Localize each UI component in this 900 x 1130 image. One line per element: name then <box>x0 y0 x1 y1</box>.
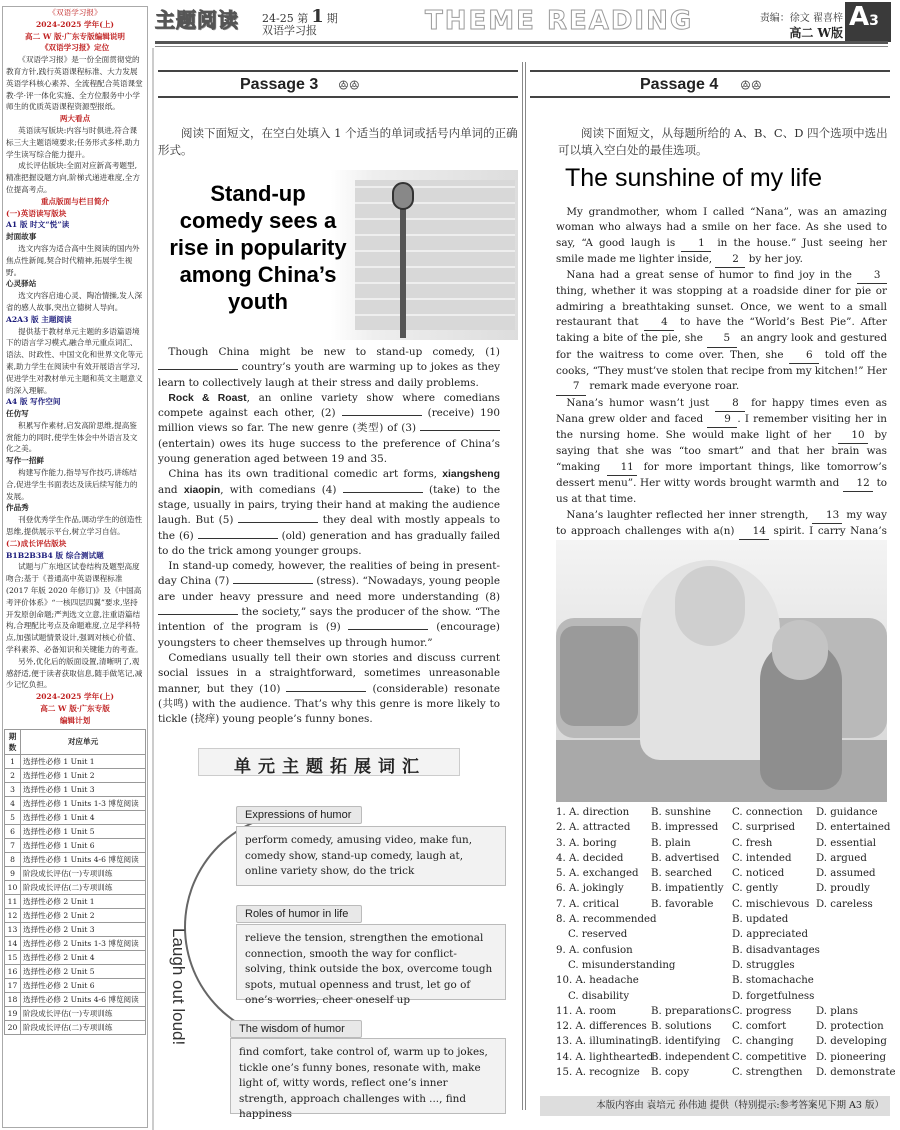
option-choice[interactable]: 2. A. attracted <box>556 822 631 834</box>
issue-no: 1 <box>311 6 324 27</box>
passage4-title: The sunshine of my life <box>565 164 823 192</box>
unit-cell: 选择性必修 1 Units 4-6 博览阅读 <box>21 852 146 866</box>
unit-cell: 选择性必修 1 Units 1-3 博览阅读 <box>21 796 146 810</box>
issue-cell: 14 <box>5 936 21 950</box>
unit-cell: 选择性必修 1 Unit 1 <box>21 754 146 768</box>
p3-text: the society,” says the producer of the show. “The intention of the program is (9) <box>158 606 500 634</box>
passage3-instruction: 阅读下面短文，在空白处填入 1 个适当的单词或括号内单词的正确形式。 <box>158 126 518 157</box>
issue-cell: 17 <box>5 978 21 992</box>
show-name: Rock & Roast <box>168 392 247 404</box>
sidebar-a2a3: A2A3 版 主题阅读 <box>6 314 72 324</box>
issue-cell: 9 <box>5 866 21 880</box>
unit-cell: 选择性必修 2 Units 4-6 博览阅读 <box>21 992 146 1006</box>
option-choice[interactable]: B. advertised <box>651 852 720 864</box>
option-row <box>556 1050 890 1065</box>
editorial-sidebar <box>2 6 148 1128</box>
passage3-body <box>158 345 500 727</box>
issue-cell: 2 <box>5 768 21 782</box>
table-row <box>5 782 146 796</box>
column-divider <box>522 62 523 1110</box>
p3-text: , with comedians (4) <box>220 483 337 496</box>
option-row <box>556 836 890 851</box>
table-row <box>5 838 146 852</box>
blank-10[interactable] <box>286 691 366 692</box>
vocab-title: 单元主题拓展词汇 <box>234 757 426 777</box>
p4-text: Nana’s humor wasn’t just <box>566 396 710 409</box>
p4-text: told off the cooks, “They must’ve stolen that recipe from my kitchen!” Her <box>556 348 887 377</box>
p4-text: remark made everyone roar. <box>589 380 740 393</box>
sidebar-b-txt2: 另外,优化后的版面设置,清晰明了,观感舒适,便于读者获取信息,随手做笔记,减少记忆负担。 <box>6 656 143 690</box>
xiangsheng-term: xiangsheng <box>442 469 500 481</box>
editor-credit: 责编：徐文 翟喜梓 <box>759 13 843 24</box>
sidebar-table-sub: 编辑计划 <box>59 715 91 725</box>
issue-cell: 3 <box>5 782 21 796</box>
issue-cell: 11 <box>5 894 21 908</box>
option-choice[interactable]: C. fresh <box>732 837 773 849</box>
blank-3[interactable]: 3 <box>857 268 887 284</box>
p3-text: (old) generation and has gradually failed to do the trick among younger groups. <box>158 529 501 557</box>
option-row <box>556 1034 890 1049</box>
unit-cell: 选择性必修 1 Unit 2 <box>21 768 146 782</box>
unit-cell: 选择性必修 1 Unit 4 <box>21 810 146 824</box>
sidebar-divider <box>152 48 154 1130</box>
header-rule <box>155 41 888 44</box>
vocab-heading-roles: Roles of humor in life <box>236 905 362 923</box>
sidebar-b-txt: 试题与广东地区试卷结构及题型高度吻合;基于《普通高中英语课程标准(2017 年版 2020 年修订)》及《中国高考评价体系》“一核四层四翼”要求,坚持开发原创命题;严判选文立意,注重语篇结构,合理配比考点及命题难度,立足学科特点,加强试题情景设计,强调对核心价值、学科素养、必备知识和关键能力的考查。 <box>6 562 143 655</box>
blank-14[interactable]: 14 <box>739 524 769 540</box>
option-choice[interactable]: C. noticed <box>732 868 785 880</box>
issue-cell: 16 <box>5 964 21 978</box>
sidebar-a4-txt3: 刊登优秀学生作品,调动学生的创造性思维,提供展示平台,树立学习自信。 <box>6 515 143 537</box>
sidebar-a1-txt1: 选文内容为适合高中生阅读的国内外焦点性新闻,契合时代精神,拓展学生视野。 <box>6 243 140 277</box>
reading-icon: ꔮꔮ <box>740 78 766 94</box>
option-choice[interactable]: 8. A. recommended <box>556 914 657 926</box>
sidebar-a4-sub2: 写作一招鲜 <box>6 456 44 466</box>
blank-1[interactable]: 1 <box>681 236 711 252</box>
vocab-box-expressions: perform comedy, amusing video, make fun, comedy show, stand-up comedy, laugh at, online variety show, do the trick <box>236 826 506 886</box>
passage3-label: Passage 3 <box>234 76 324 94</box>
issue-cell: 6 <box>5 824 21 838</box>
option-choice[interactable]: 7. A. critical <box>556 898 620 910</box>
p4-text: for happy times even as Nana grew older and faced <box>556 396 887 425</box>
option-choice[interactable]: C. competitive <box>732 1051 807 1063</box>
column-title: 主题阅读 <box>155 8 239 32</box>
sidebar-hl2: 成长评估版块:全面对应新高考题型,精准把握设题方向,阶梯式递进难度,全方位提高考点。 <box>6 161 140 194</box>
blank-4[interactable] <box>343 492 423 493</box>
option-choice[interactable]: 11. A. room <box>556 1005 617 1017</box>
issue-post: 期 <box>326 12 338 25</box>
unit-cell: 选择性必修 2 Unit 5 <box>21 964 146 978</box>
sidebar-a4-sub1: 任仿写 <box>6 409 29 419</box>
p3-text: (take) to the stage, usually in pairs, trying their hand at making the audience laugh. But (5) <box>158 483 500 527</box>
option-row <box>556 958 890 973</box>
blank-3[interactable] <box>420 430 500 431</box>
photo-boy-face <box>772 620 828 680</box>
blank-11[interactable]: 11 <box>607 460 637 476</box>
blank-7[interactable] <box>233 583 313 584</box>
passage3-para3 <box>158 467 500 559</box>
unit-cell: 阶段成长评估(二)专项训练 <box>21 1020 146 1034</box>
unit-cell: 选择性必修 2 Unit 1 <box>21 894 146 908</box>
p3-text: and <box>158 483 178 496</box>
option-choice[interactable]: B. copy <box>651 1067 690 1079</box>
option-choice[interactable]: B. stomachache <box>732 975 814 987</box>
option-choice[interactable]: D. struggles <box>732 959 795 971</box>
sidebar-sec1: (一)英语读写版块 <box>6 208 67 218</box>
issue-cell: 4 <box>5 796 21 810</box>
option-row <box>556 1019 890 1034</box>
passage3-para4 <box>158 559 500 651</box>
p4-text: in the house.” Just seeing her smile made me lighter inside, <box>556 236 887 265</box>
option-row <box>556 1065 896 1080</box>
sidebar-a4: A4 版 写作空间 <box>6 397 61 407</box>
p3-text: Though China might be new to stand-up comedy, (1) <box>168 346 500 358</box>
unit-cell: 选择性必修 2 Unit 6 <box>21 978 146 992</box>
p4-text: to us at that time. <box>556 477 887 506</box>
issue-cell: 1 <box>5 754 21 768</box>
vocab-heading-wisdom: The wisdom of humor <box>230 1020 362 1038</box>
option-row <box>556 912 890 927</box>
passage4-para2 <box>556 268 887 395</box>
theme-reading-title: THEME READING <box>425 6 694 36</box>
issue-cell: 7 <box>5 838 21 852</box>
option-choice[interactable]: 1. A. direction <box>556 807 630 818</box>
option-choice[interactable]: B. impatiently <box>651 883 724 895</box>
unit-cell: 选择性必修 1 Unit 3 <box>21 782 146 796</box>
issue-cell: 18 <box>5 992 21 1006</box>
laugh-out-loud-label: Laugh out loud! <box>169 928 188 1046</box>
p3-text: (entertain) owes its huge success to the preference of China’s young generation aged between 19 and 35. <box>158 437 500 466</box>
table-row <box>5 768 146 782</box>
passage3-title: Stand-up comedy sees a rise in popularity among China’s youth <box>169 181 347 314</box>
p4-text: My grandmother, whom I called “Nana”, was an amazing woman who always had a smile on her face. As she used to say, “A good laugh is <box>556 206 887 249</box>
p4-text: to have the “World’s Best Pie”. After taking a bite of the pie, she <box>556 316 887 345</box>
option-choice[interactable]: D. assumed <box>816 868 876 880</box>
table-row <box>5 1006 146 1020</box>
unit-cell: 选择性必修 2 Unit 2 <box>21 908 146 922</box>
table-row <box>5 978 146 992</box>
blank-1[interactable] <box>158 369 238 370</box>
option-choice[interactable]: D. proudly <box>816 883 870 895</box>
edit-plan-table <box>4 729 146 1035</box>
xiaopin-term: xiaopin <box>183 484 221 496</box>
option-choice[interactable]: D. essential <box>816 837 877 849</box>
table-row <box>5 754 146 768</box>
option-row <box>556 881 890 896</box>
blank-6[interactable] <box>198 538 278 539</box>
grade-edition: 高二 W版 <box>789 26 843 40</box>
table-row <box>5 796 146 810</box>
table-row <box>5 810 146 824</box>
option-row <box>556 805 890 820</box>
option-choice[interactable]: B. solutions <box>651 1021 712 1033</box>
sidebar-a4-sub3: 作品秀 <box>6 503 29 513</box>
sidebar-a1: A1 版 时文“悦”读 <box>6 220 70 230</box>
option-choice[interactable]: 10. A. headache <box>556 975 639 987</box>
table-row <box>5 950 146 964</box>
brick-wall-image <box>355 180 515 330</box>
sidebar-sec2: (二)成长评估版块 <box>6 538 67 548</box>
sidebar-a1-sub2: 心灵驿站 <box>6 279 37 289</box>
col-issue: 期数 <box>5 729 21 754</box>
sidebar-hl-title: 两大看点 <box>59 114 91 124</box>
table-row <box>5 964 146 978</box>
option-choice[interactable]: D. entertained <box>816 822 891 834</box>
issue-pre: 第 <box>297 12 309 25</box>
issue-cell: 10 <box>5 880 21 894</box>
header-rule-thin <box>155 46 888 47</box>
unit-cell: 选择性必修 1 Unit 6 <box>21 838 146 852</box>
sidebar-a4-txt1: 积累写作素材,启发高阶思维,提高鉴赏能力的同时,使学生体会中外语言及文化之美。 <box>6 420 138 454</box>
reading-icon: ꔮꔮ <box>338 78 364 94</box>
issue-cell: 20 <box>5 1020 21 1034</box>
table-row <box>5 880 146 894</box>
blank-7[interactable]: 7 <box>556 379 586 395</box>
option-choice[interactable]: B. disadvantages <box>732 944 820 956</box>
vocab-box-wisdom: find comfort, take control of, warm up to jokes, tickle one’s funny bones, resonate with, make light of, witty words, reflect one’s inner strength, approach challenges with ..., find happiness <box>230 1038 506 1114</box>
answer-options <box>556 805 896 1080</box>
p3-text: (stress). “Nowadays, young people are under heavy pressure and need more understanding (8) <box>158 575 500 603</box>
passage3-para5 <box>158 651 500 727</box>
option-row <box>556 851 890 866</box>
sidebar-top-title: 《双语学习报》 <box>48 8 102 17</box>
passage4-para1 <box>556 205 887 268</box>
option-choice[interactable]: C. mischievous <box>732 898 810 910</box>
passage3-para2 <box>158 391 500 467</box>
table-row <box>5 936 146 950</box>
microphone-stand <box>400 188 406 338</box>
blank-2[interactable] <box>342 415 422 416</box>
unit-cell: 阶段成长评估(一)专项训练 <box>21 1006 146 1020</box>
option-row <box>556 866 890 881</box>
option-choice[interactable]: 15. A. recognize <box>556 1067 640 1079</box>
blank-5[interactable]: 5 <box>707 331 737 347</box>
sidebar-pos-title: 《双语学习报》定位 <box>40 43 110 53</box>
blank-9[interactable]: 9 <box>707 412 737 428</box>
blank-2[interactable]: 2 <box>715 252 745 268</box>
column-divider-2 <box>525 62 526 1110</box>
blank-4[interactable]: 4 <box>644 315 674 331</box>
option-choice[interactable]: D. demonstrate <box>816 1067 896 1079</box>
blank-12[interactable]: 12 <box>843 476 873 492</box>
option-choice[interactable]: C. connection <box>732 807 803 818</box>
option-choice[interactable]: 14. A. lighthearted <box>556 1051 654 1063</box>
option-row <box>556 1004 890 1019</box>
photo-cushion <box>560 626 638 726</box>
table-row <box>5 824 146 838</box>
p4-text: Nana’s laughter reflected her inner strength, <box>566 508 809 521</box>
blank-6[interactable]: 6 <box>789 348 819 364</box>
option-choice[interactable]: 12. A. differences <box>556 1021 647 1033</box>
option-choice[interactable]: 9. A. confusion <box>556 944 633 956</box>
option-choice[interactable]: B. impressed <box>651 822 719 834</box>
option-choice[interactable]: D. argued <box>816 852 867 864</box>
p4-text: . I remember visiting her in the nursing home. She would make light of her <box>556 412 887 442</box>
table-row <box>5 852 146 866</box>
option-choice[interactable]: 3. A. boring <box>556 837 617 849</box>
option-choice[interactable]: 5. A. exchanged <box>556 868 639 880</box>
passage4-para3 <box>556 396 887 508</box>
unit-cell: 选择性必修 1 Unit 5 <box>21 824 146 838</box>
sidebar-a1-txt2: 选文内容启迪心灵、陶冶情操,发人深省的感人故事,突出立德树人导向。 <box>6 291 143 312</box>
unit-cell: 阶段成长评估(二)专项训练 <box>21 880 146 894</box>
option-row <box>556 820 890 835</box>
col-unit: 对应单元 <box>21 729 146 754</box>
p4-text: an angry look and gestured for the waitress to come over. Then, she <box>556 332 887 361</box>
sidebar-intro-title: 重点版面与栏目简介 <box>40 196 110 206</box>
option-choice[interactable]: C. disability <box>568 990 630 1002</box>
option-choice[interactable]: C. intended <box>732 852 792 864</box>
issue-cell: 19 <box>5 1006 21 1020</box>
option-choice[interactable]: D. appreciated <box>732 929 808 941</box>
sidebar-a1-sub1: 封面故事 <box>6 232 37 242</box>
option-choice[interactable]: C. reserved <box>568 929 628 941</box>
vocab-box-roles: relieve the tension, strengthen the emotional connection, smooth the way for conflict-solving, think outside the box, overcome tough spots, mutual openness and trust, let go of one’s worries, cheer oneself up <box>236 924 506 1000</box>
unit-cell: 选择性必修 2 Units 1-3 博览阅读 <box>21 936 146 950</box>
option-choice[interactable]: D. plans <box>816 1005 858 1017</box>
sidebar-a2a3-txt: 提供基于教材单元主题的多语篇语境下的语言学习模式,融合单元重点词汇、语法、时政性、中国文化和世界文化等元素,助力学生在阅读中有效开展语言学习,促进学生对教材单元主题和英文主题意义的深入理解。 <box>6 326 143 395</box>
page-letter: A <box>849 2 870 32</box>
option-choice[interactable]: C. strengthen <box>732 1067 803 1079</box>
sidebar-table-title: 高二 W 版·广东专版 <box>40 704 110 714</box>
p3-text: China has its own traditional comedic art forms, <box>168 468 437 481</box>
option-choice[interactable]: 13. A. illuminating <box>556 1036 652 1048</box>
sidebar-edition: 高二 W 版·广东专版编辑说明 <box>25 31 125 41</box>
microphone-icon <box>392 182 414 210</box>
p4-text: my way to approach challenges with a(n) <box>556 508 887 537</box>
p3-text: they deal with mostly appeals to the (6) <box>158 514 500 542</box>
table-row <box>5 922 146 936</box>
option-choice[interactable]: B. identifying <box>651 1036 721 1048</box>
p3-text: (encourage) youngsters to cheer themselves up through humor.” <box>158 621 500 649</box>
option-choice[interactable]: D. protection <box>816 1021 884 1033</box>
option-choice[interactable]: 4. A. decided <box>556 852 624 864</box>
page-number <box>845 2 891 42</box>
option-choice[interactable]: B. sunshine <box>651 807 711 818</box>
blank-8[interactable] <box>158 614 238 615</box>
passage4-body <box>556 205 887 572</box>
issue-cell: 13 <box>5 922 21 936</box>
option-choice[interactable]: C. comfort <box>732 1021 787 1033</box>
p3-text: (receive) 190 million views so far. The new genre (类型) of (3) <box>158 407 501 435</box>
option-choice[interactable]: D. developing <box>816 1036 887 1048</box>
option-choice[interactable]: D. pioneering <box>816 1051 887 1063</box>
table-row <box>5 866 146 880</box>
vocab-heading-expressions: Expressions of humor <box>236 806 362 824</box>
blank-5[interactable] <box>238 522 318 523</box>
table-row <box>5 894 146 908</box>
p4-text: thing, whether it was stopping at a roadside diner for pie or admiring a breathtaking sunset. Once, we went to a small restaurant that <box>556 285 887 329</box>
sidebar-year: 2024-2025 学年(上) <box>35 19 115 29</box>
option-choice[interactable]: B. searched <box>651 868 712 880</box>
p4-text: spirit. I carry Nana’s <box>773 524 887 537</box>
option-choice[interactable]: D. forgetfulness <box>732 990 815 1002</box>
passage4-label: Passage 4 <box>634 76 724 94</box>
p3-text: In stand-up comedy, however, the realities of being in present-day China (7) <box>158 560 500 588</box>
photo-grandmother-face <box>675 566 745 646</box>
option-choice[interactable]: C. misunderstanding <box>568 959 676 971</box>
sidebar-table-year: 2024-2025 学年(上) <box>35 692 115 702</box>
paper-name: 双语学习报 <box>262 24 317 37</box>
option-choice[interactable]: D. careless <box>816 898 873 910</box>
option-choice[interactable]: C. gently <box>732 883 779 895</box>
unit-cell: 选择性必修 2 Unit 4 <box>21 950 146 964</box>
option-choice[interactable]: C. progress <box>732 1005 792 1017</box>
option-choice[interactable]: B. preparations <box>651 1005 732 1017</box>
table-row <box>5 1020 146 1034</box>
issue-cell: 5 <box>5 810 21 824</box>
option-choice[interactable]: C. surprised <box>732 822 795 834</box>
sidebar-hl1: 英语读写版块:内容与时俱进,符合课标三大主题语境要求;任务形式多样,助力学生读写综合能力提升。 <box>6 125 141 159</box>
option-choice[interactable]: B. favorable <box>651 898 714 910</box>
table-row <box>5 992 146 1006</box>
p3-text: country’s youth are warming up to jokes as they learn to collectively laugh at their stress and daily problems. <box>158 361 500 389</box>
p3-text: , an online variety show where comedians compete against each other, (2) <box>158 391 500 420</box>
issue-range: 24-25 <box>262 12 294 25</box>
page-digit: 3 <box>869 13 879 29</box>
passage4-instruction: 阅读下面短文，从每题所给的 A、B、C、D 四个选项中选出可以填入空白处的最佳选项。 <box>558 126 888 157</box>
blank-10[interactable]: 10 <box>838 428 868 444</box>
sidebar-a4-txt2: 构建写作能力,指导写作技巧,讲练结合,促进学生书面表达及读后续写能力的发展。 <box>6 468 138 501</box>
blank-13[interactable]: 13 <box>812 508 842 524</box>
option-row <box>556 897 890 912</box>
passage3-para1 <box>158 345 500 391</box>
option-choice[interactable]: 6. A. jokingly <box>556 883 624 895</box>
issue-cell: 15 <box>5 950 21 964</box>
passage4-banner <box>530 70 890 98</box>
option-row <box>556 927 890 942</box>
p4-text: by her joy. <box>748 252 803 265</box>
p3-text: (considerable) resonate (共鸣) with the audience. That’s why this genre is more likely to tickle (挠痒) young people’s funny bones. <box>158 682 500 726</box>
unit-cell: 选择性必修 2 Unit 3 <box>21 922 146 936</box>
p4-text: by saying that she was “too smart” and that her brain was “making <box>556 429 887 473</box>
option-row <box>556 973 890 988</box>
p3-text: Comedians usually tell their own stories and discuss current social issues in a straightforward, sometimes unreasonable manner, but they (10) <box>158 651 500 695</box>
blank-9[interactable] <box>348 629 428 630</box>
sidebar-b: B1B2B3B4 版 综合测试题 <box>6 550 104 560</box>
sidebar-pos-text: 《双语学习报》是一份全面贯彻党的教育方针,践行英语课程标准、大力发展英语学科核心素养、全流程配合英语课堂教·学·评一体化实施、全方位服务中小学师生的优质英语课程资源型报纸。 <box>6 55 143 112</box>
option-choice[interactable]: B. plain <box>651 837 691 849</box>
option-choice[interactable]: C. changing <box>732 1036 794 1048</box>
option-choice[interactable]: B. updated <box>732 914 789 926</box>
blank-8[interactable]: 8 <box>715 396 745 412</box>
option-row <box>556 989 890 1004</box>
footer-credit: 本版内容由 袁培元 孙伟迪 提供（特别提示:参考答案见下期 A3 版） <box>540 1096 890 1116</box>
issue-cell: 12 <box>5 908 21 922</box>
issue-cell: 8 <box>5 852 21 866</box>
passage3-banner <box>158 70 518 98</box>
unit-cell: 阶段成长评估(一)专项训练 <box>21 866 146 880</box>
option-row <box>556 943 890 958</box>
option-choice[interactable]: D. guidance <box>816 807 878 818</box>
p4-text: Nana had a great sense of humor to find joy in the <box>566 269 852 282</box>
p4-text: for more important things, like tomorrow’s dessert menu”. Her witty words brought warmth and <box>556 460 887 490</box>
option-choice[interactable]: B. independent <box>651 1051 730 1063</box>
table-row <box>5 908 146 922</box>
